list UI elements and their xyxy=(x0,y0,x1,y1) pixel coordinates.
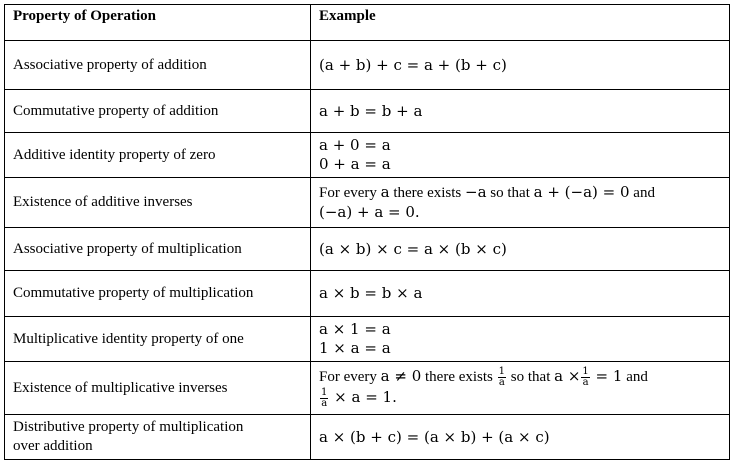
fraction-numerator: 1 xyxy=(498,366,506,377)
table-row xyxy=(5,133,730,178)
example-line xyxy=(319,367,721,388)
example-line xyxy=(319,183,721,203)
property-cell: Additive identity property of zero xyxy=(5,133,311,178)
table-header-row xyxy=(5,5,730,41)
property-cell: Multiplicative identity property of one xyxy=(5,317,311,362)
example-text: there exists xyxy=(421,368,497,385)
example-text: For every xyxy=(319,185,381,201)
fraction-numerator: 1 xyxy=(321,387,328,399)
example-line xyxy=(319,388,721,409)
property-cell: Existence of multiplicative inverses xyxy=(5,362,311,415)
fraction-denominator: a xyxy=(582,377,589,388)
example-math: −a xyxy=(465,183,487,201)
example-text: and xyxy=(622,368,648,385)
example-math: a xyxy=(380,183,390,201)
example-line: (a + b) + c = a + (b + c) xyxy=(319,55,507,74)
example-math: a × xyxy=(554,366,581,385)
example-cell xyxy=(311,133,730,178)
example-cell xyxy=(311,90,730,133)
example-text: so that xyxy=(486,185,534,201)
property-cell xyxy=(5,415,311,460)
property-cell: Existence of additive inverses xyxy=(5,178,311,228)
table-row xyxy=(5,90,730,133)
example-text: and xyxy=(629,185,655,201)
example-line: a + 0 = a xyxy=(319,136,391,154)
header-property: Property of Operation xyxy=(5,5,311,41)
example-cell xyxy=(311,178,730,228)
example-cell xyxy=(311,271,730,317)
table-row xyxy=(5,271,730,317)
header-example: Example xyxy=(311,5,730,41)
fraction xyxy=(498,367,506,388)
example-line: a × b = b × a xyxy=(319,284,423,302)
example-math: a + (−a) = 0 xyxy=(533,183,630,201)
example-math: × a = 1. xyxy=(329,388,397,406)
example-line: 1 × a = a xyxy=(319,339,391,357)
example-text: For every xyxy=(319,368,381,385)
example-line: a + b = b + a xyxy=(319,101,423,120)
table-row xyxy=(5,317,730,362)
example-cell xyxy=(311,41,730,90)
property-line: over addition xyxy=(13,438,93,454)
example-cell xyxy=(311,415,730,460)
property-line: Distributive property of multiplication xyxy=(13,419,244,435)
table-row xyxy=(5,178,730,228)
properties-table xyxy=(4,4,730,460)
table-row xyxy=(5,41,730,90)
property-cell: Associative property of addition xyxy=(5,41,311,90)
table-row xyxy=(5,228,730,271)
example-text: so that xyxy=(507,368,555,385)
table-row xyxy=(5,415,730,460)
example-line: a × (b + c) = (a × b) + (a × c) xyxy=(319,427,550,446)
example-math: a ≠ 0 xyxy=(380,366,422,385)
example-cell xyxy=(311,317,730,362)
example-text: there exists xyxy=(389,185,466,201)
property-cell: Commutative property of multiplication xyxy=(5,271,311,317)
fraction-denominator: a xyxy=(498,377,505,388)
example-line: 0 + a = a xyxy=(319,155,391,173)
example-line: (−a) + a = 0. xyxy=(319,203,420,221)
example-line: (a × b) × c = a × (b × c) xyxy=(319,239,507,258)
property-cell: Commutative property of addition xyxy=(5,90,311,133)
example-cell xyxy=(311,362,730,415)
fraction xyxy=(581,367,589,388)
fraction-numerator: 1 xyxy=(582,366,589,377)
example-cell xyxy=(311,228,730,271)
fraction-denominator: a xyxy=(321,398,328,410)
example-math: = 1 xyxy=(590,366,623,385)
example-line: a × 1 = a xyxy=(319,320,391,338)
fraction xyxy=(320,388,328,409)
property-cell: Associative property of multiplication xyxy=(5,228,311,271)
table-row xyxy=(5,362,730,415)
